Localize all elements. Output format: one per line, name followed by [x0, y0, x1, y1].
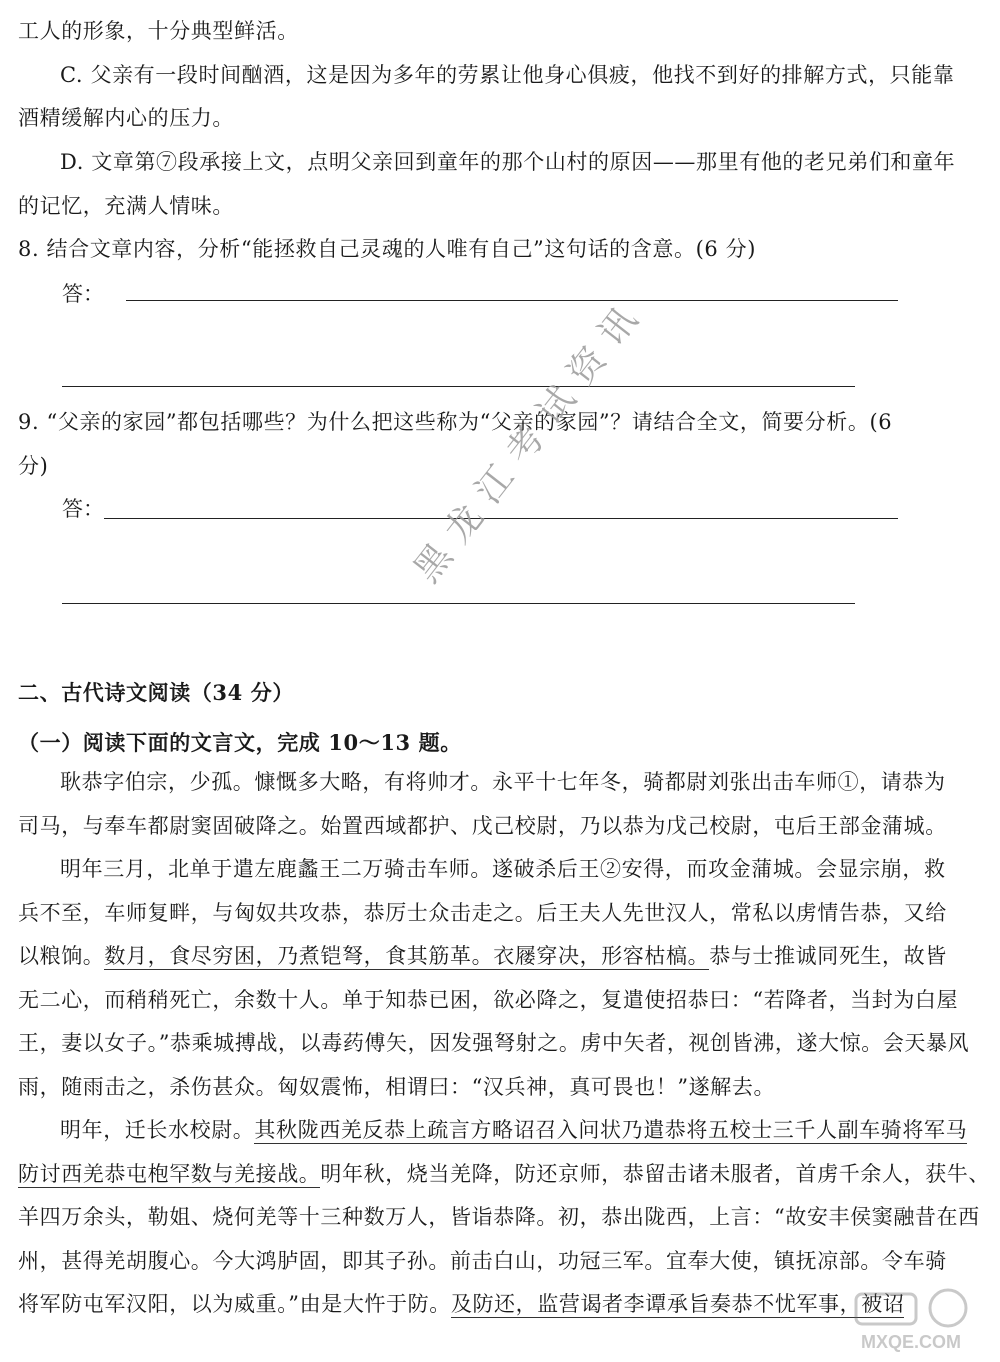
underlined-sentence: 数月，食尽穷困，乃煮铠弩，食其筋革。衣屦穿决，形容枯槁。: [104, 944, 710, 968]
passage-line: [60, 1115, 982, 1145]
passage-line: 耿恭字伯宗，少孤。慷慨多大略，有将帅才。永平十七年冬，骑都尉刘张出击车师①，请恭为: [60, 770, 946, 794]
text-line: 的记忆，充满人情味。: [18, 194, 234, 218]
passage-line: 州，甚得羌胡腹心。今大鸿胪固，即其子孙。前击白山，功冠三军。宜奉大使，镇抚凉部。令车骑: [18, 1249, 947, 1273]
passage-line: 王，妻以女子。”恭乘城搏战，以毒药傅矢，因发强弩射之。虏中矢者，视创皆沸，遂大惊。会天暴风: [18, 1031, 970, 1055]
underlined-sentence: 防讨西羌恭屯枹罕数与羌接战。: [18, 1162, 321, 1186]
passage-line: 明年三月，北单于遣左鹿蠡王二万骑击车师。遂破杀后王②安得，而攻金蒲城。会显宗崩，救: [60, 857, 946, 881]
text-line: 工人的形象，十分典型鲜活。: [18, 19, 299, 43]
option-c-line: C. 父亲有一段时间酗酒，这是因为多年的劳累让他身心俱疲，他找不到好的排解方式，只能靠: [60, 63, 955, 87]
section-subtitle: （一）阅读下面的文言文，完成 10～13 题。: [18, 730, 462, 755]
answer-line[interactable]: [104, 518, 898, 519]
passage-line: 司马，与奉车都尉窦固破降之。始置西域都护、戊己校尉，乃以恭为戊己校尉，屯后王部金蒲城。: [18, 814, 947, 838]
passage-text: 明年，迁长水校尉。: [60, 1118, 255, 1142]
answer-label: 答：: [62, 282, 104, 306]
answer-line[interactable]: [62, 603, 855, 604]
watermark: 黑龙江考试资讯: [406, 289, 655, 591]
answer-line[interactable]: [126, 300, 898, 301]
section-title: 二、古代诗文阅读（34 分）: [18, 680, 294, 705]
question-8: 8. 结合文章内容，分析“能拯救自己灵魂的人唯有自己”这句话的含意。(6 分): [18, 237, 757, 261]
answer-line[interactable]: [62, 386, 855, 387]
option-d-line: D. 文章第⑦段承接上文，点明父亲回到童年的那个山村的原因——那里有他的老兄弟们和童年: [60, 150, 956, 174]
question-9: 9. “父亲的家园”都包括哪些？为什么把这些称为“父亲的家园”？请结合全文，简要分析。(6: [18, 410, 893, 434]
site-logo-icon: [836, 1284, 986, 1354]
passage-line: 无二心，而稍稍死亡，余数十人。单于知恭已困，欲必降之，复遣使招恭曰：“若降者，当封为白屋: [18, 988, 959, 1012]
passage-line: 雨，随雨击之，杀伤甚众。匈奴震怖，相谓曰：“汉兵神，真可畏也！”遂解去。: [18, 1075, 776, 1099]
passage-text: 明年秋，烧当羌降，防还京师，恭留击诸未服者，首虏千余人，获牛、: [320, 1162, 991, 1186]
logo-text: MXQE.COM: [860, 1332, 962, 1352]
passage-line: 兵不至，车师复畔，与匈奴共攻恭，恭厉士众击走之。后王夫人先世汉人，常私以虏情告恭，又给: [18, 901, 947, 925]
passage-line: 羊四万余头，勒姐、烧何羌等十三种数万人，皆诣恭降。初，恭出陇西，上言：“故安丰侯窦融昔在西: [18, 1205, 980, 1229]
passage-text: 将军防屯军汉阳，以为威重。”由是大忤于防。: [18, 1292, 451, 1316]
passage-text: 恭与士推诚同死生，故皆: [709, 944, 947, 968]
text-line: 分): [18, 454, 49, 478]
underlined-sentence: 及防还，监营谒者李谭承旨奏恭不忧军事，被诏: [450, 1292, 905, 1316]
underlined-sentence: 其秋陇西羌反恭上疏言方略诏召入问状乃遣恭将五校士三千人副车骑将军马: [254, 1118, 968, 1142]
passage-text: 以粮饷。: [18, 944, 105, 968]
passage-line: [18, 941, 982, 971]
text-line: 酒精缓解内心的压力。: [18, 106, 234, 130]
passage-line: [18, 1159, 991, 1189]
answer-label: 答：: [62, 497, 104, 521]
